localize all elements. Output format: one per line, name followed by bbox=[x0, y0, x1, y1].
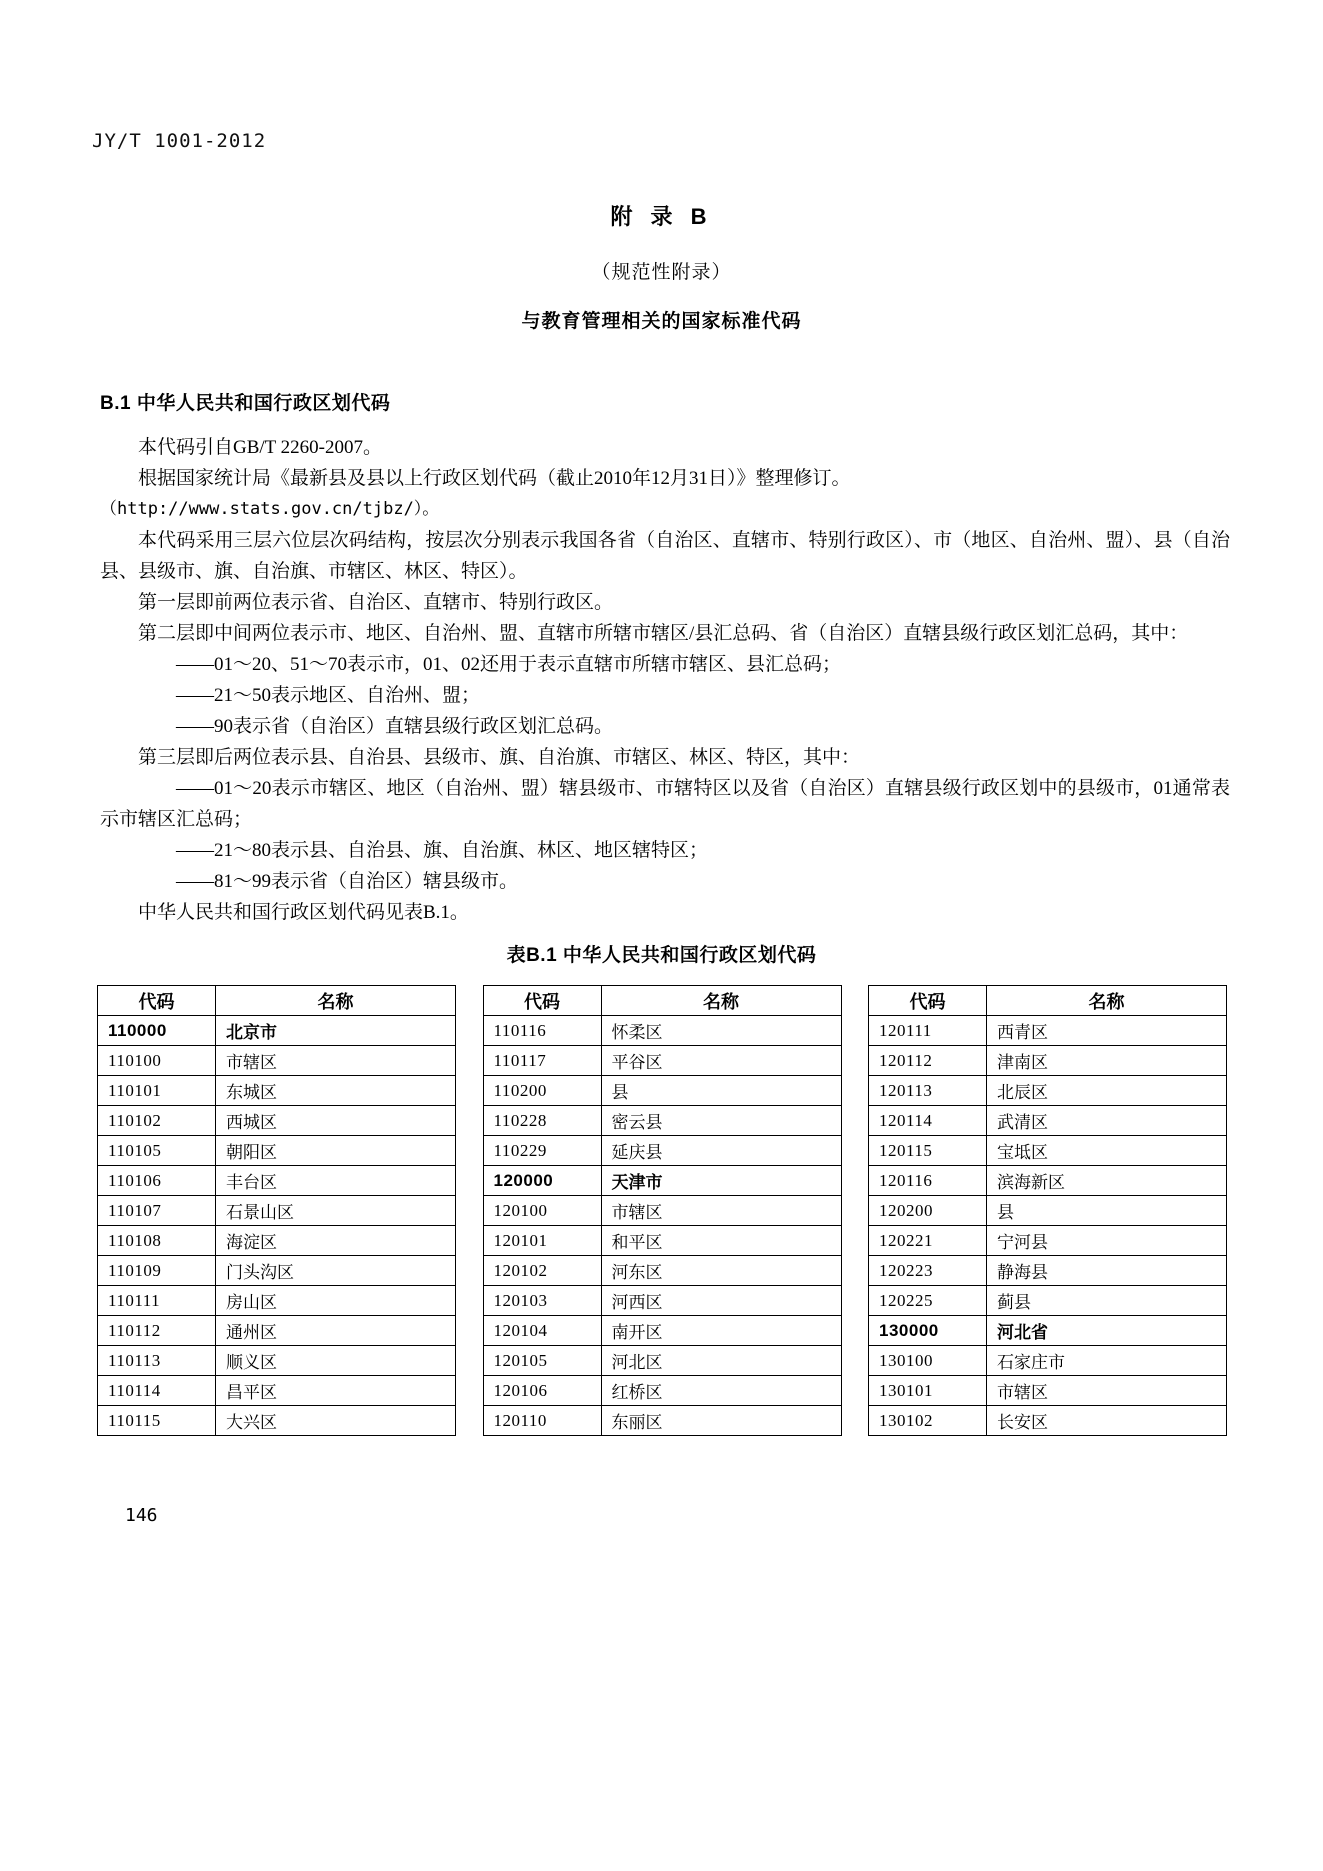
cell-code: 110105 bbox=[98, 1136, 216, 1166]
cell-code: 110106 bbox=[98, 1166, 216, 1196]
code-table-column-2 bbox=[483, 985, 842, 1436]
section-heading: B.1 中华人民共和国行政区划代码 bbox=[100, 393, 391, 414]
table-row bbox=[869, 1166, 1227, 1196]
paragraph: 第一层即前两位表示省、自治区、直辖市、特别行政区。 bbox=[138, 592, 614, 613]
cell-name: 顺义区 bbox=[216, 1346, 456, 1376]
cell-code: 120106 bbox=[483, 1376, 601, 1406]
column-header-name: 名称 bbox=[601, 986, 841, 1016]
table-row bbox=[483, 1076, 841, 1106]
code-table-column-1 bbox=[97, 985, 456, 1436]
table-row bbox=[98, 1136, 456, 1166]
table-row bbox=[869, 1376, 1227, 1406]
table-row bbox=[869, 1256, 1227, 1286]
table-row bbox=[869, 1406, 1227, 1436]
cell-name: 北辰区 bbox=[987, 1076, 1227, 1106]
table-header-row bbox=[98, 986, 456, 1016]
cell-name: 滨海新区 bbox=[987, 1166, 1227, 1196]
table-row bbox=[483, 1136, 841, 1166]
table-row bbox=[869, 1136, 1227, 1166]
cell-code: 120200 bbox=[869, 1196, 987, 1226]
cell-code: 120110 bbox=[483, 1406, 601, 1436]
paragraph-dash-item: ——01～20、51～70表示市，01、02还用于表示直辖市所辖市辖区、县汇总码； bbox=[176, 654, 842, 675]
table-row bbox=[869, 1316, 1227, 1346]
cell-name: 津南区 bbox=[987, 1046, 1227, 1076]
column-header-name: 名称 bbox=[987, 986, 1227, 1016]
table-row bbox=[483, 1016, 841, 1046]
table-row bbox=[98, 1316, 456, 1346]
table-row bbox=[869, 1106, 1227, 1136]
table-row bbox=[98, 1046, 456, 1076]
cell-name: 东城区 bbox=[216, 1076, 456, 1106]
cell-code: 110113 bbox=[98, 1346, 216, 1376]
section-body bbox=[100, 432, 1230, 928]
code-table-column-3 bbox=[868, 985, 1227, 1436]
page-number: 146 bbox=[125, 1505, 158, 1526]
cell-name: 市辖区 bbox=[987, 1376, 1227, 1406]
cell-code: 130100 bbox=[869, 1346, 987, 1376]
table-row bbox=[869, 1016, 1227, 1046]
table-row bbox=[483, 1196, 841, 1226]
cell-code: 120104 bbox=[483, 1316, 601, 1346]
table-row bbox=[869, 1226, 1227, 1256]
cell-name: 县 bbox=[601, 1076, 841, 1106]
table-body-2 bbox=[483, 1016, 841, 1436]
cell-name: 朝阳区 bbox=[216, 1136, 456, 1166]
cell-code: 120116 bbox=[869, 1166, 987, 1196]
table-body-1 bbox=[98, 1016, 456, 1436]
cell-name: 西青区 bbox=[987, 1016, 1227, 1046]
cell-name: 平谷区 bbox=[601, 1046, 841, 1076]
cell-name: 河北区 bbox=[601, 1346, 841, 1376]
table-row bbox=[483, 1376, 841, 1406]
paragraph-dash-item: ——21～50表示地区、自治州、盟； bbox=[176, 685, 481, 706]
column-header-code: 代码 bbox=[869, 986, 987, 1016]
table-row bbox=[483, 1406, 841, 1436]
cell-name: 怀柔区 bbox=[601, 1016, 841, 1046]
column-header-code: 代码 bbox=[483, 986, 601, 1016]
table-row bbox=[869, 1046, 1227, 1076]
table-row bbox=[98, 1106, 456, 1136]
table-row bbox=[483, 1226, 841, 1256]
cell-code: 110100 bbox=[98, 1046, 216, 1076]
cell-code: 110101 bbox=[98, 1076, 216, 1106]
table-header-row bbox=[869, 986, 1227, 1016]
cell-code: 120221 bbox=[869, 1226, 987, 1256]
cell-code: 120113 bbox=[869, 1076, 987, 1106]
paragraph-dash-item: ——01～20表示市辖区、地区（自治州、盟）辖县级市、市辖特区以及省（自治区）直辖县级行政区划中的县级市，01通常表示市辖区汇总码； bbox=[100, 778, 1230, 830]
appendix-header bbox=[0, 200, 1323, 333]
cell-name: 石家庄市 bbox=[987, 1346, 1227, 1376]
table-row bbox=[98, 1226, 456, 1256]
cell-name: 长安区 bbox=[987, 1406, 1227, 1436]
cell-name: 北京市 bbox=[216, 1016, 456, 1046]
table-body-3 bbox=[869, 1016, 1227, 1436]
table-row bbox=[869, 1196, 1227, 1226]
cell-code: 120000 bbox=[483, 1166, 601, 1196]
cell-code: 130101 bbox=[869, 1376, 987, 1406]
table-row bbox=[98, 1286, 456, 1316]
cell-code: 120112 bbox=[869, 1046, 987, 1076]
cell-name: 大兴区 bbox=[216, 1406, 456, 1436]
cell-code: 130102 bbox=[869, 1406, 987, 1436]
paragraph-dash-item: ——90表示省（自治区）直辖县级行政区划汇总码。 bbox=[176, 716, 614, 737]
cell-name: 市辖区 bbox=[216, 1046, 456, 1076]
paragraph: 本代码引自GB/T 2260-2007。 bbox=[138, 437, 383, 458]
cell-code: 110117 bbox=[483, 1046, 601, 1076]
running-header-standard-code: JY/T 1001-2012 bbox=[92, 130, 267, 152]
cell-code: 120100 bbox=[483, 1196, 601, 1226]
cell-code: 130000 bbox=[869, 1316, 987, 1346]
table-caption: 表B.1 中华人民共和国行政区划代码 bbox=[506, 945, 817, 966]
table-row bbox=[98, 1256, 456, 1286]
cell-name: 武清区 bbox=[987, 1106, 1227, 1136]
cell-code: 120223 bbox=[869, 1256, 987, 1286]
column-header-code: 代码 bbox=[98, 986, 216, 1016]
table-row bbox=[483, 1286, 841, 1316]
cell-code: 110111 bbox=[98, 1286, 216, 1316]
table-row bbox=[483, 1106, 841, 1136]
table-row bbox=[98, 1196, 456, 1226]
cell-name: 宝坻区 bbox=[987, 1136, 1227, 1166]
table-row bbox=[483, 1346, 841, 1376]
table-row bbox=[483, 1256, 841, 1286]
cell-code: 110112 bbox=[98, 1316, 216, 1346]
cell-name: 石景山区 bbox=[216, 1196, 456, 1226]
cell-code: 120114 bbox=[869, 1106, 987, 1136]
cell-name: 红桥区 bbox=[601, 1376, 841, 1406]
cell-name: 西城区 bbox=[216, 1106, 456, 1136]
cell-name: 昌平区 bbox=[216, 1376, 456, 1406]
table-row bbox=[98, 1406, 456, 1436]
cell-code: 110109 bbox=[98, 1256, 216, 1286]
paragraph: 第二层即中间两位表示市、地区、自治州、盟、直辖市所辖市辖区/县汇总码、省（自治区）直辖县级行政区划汇总码，其中： bbox=[138, 623, 1189, 644]
table-header-row bbox=[483, 986, 841, 1016]
cell-name: 延庆县 bbox=[601, 1136, 841, 1166]
table-row bbox=[98, 1166, 456, 1196]
cell-name: 门头沟区 bbox=[216, 1256, 456, 1286]
cell-name: 蓟县 bbox=[987, 1286, 1227, 1316]
cell-code: 120103 bbox=[483, 1286, 601, 1316]
cell-code: 110000 bbox=[98, 1016, 216, 1046]
cell-code: 110114 bbox=[98, 1376, 216, 1406]
paragraph-dash-item: ——21～80表示县、自治县、旗、自治旗、林区、地区辖特区； bbox=[176, 840, 709, 861]
table-row bbox=[483, 1166, 841, 1196]
table-row bbox=[483, 1316, 841, 1346]
appendix-title: 附 录 B bbox=[610, 204, 713, 229]
cell-code: 120111 bbox=[869, 1016, 987, 1046]
cell-name: 海淀区 bbox=[216, 1226, 456, 1256]
cell-code: 110229 bbox=[483, 1136, 601, 1166]
cell-code: 120115 bbox=[869, 1136, 987, 1166]
cell-name: 南开区 bbox=[601, 1316, 841, 1346]
cell-name: 房山区 bbox=[216, 1286, 456, 1316]
cell-name: 丰台区 bbox=[216, 1166, 456, 1196]
cell-name: 河西区 bbox=[601, 1286, 841, 1316]
cell-code: 120105 bbox=[483, 1346, 601, 1376]
table-row bbox=[869, 1076, 1227, 1106]
paragraph: 根据国家统计局《最新县及县以上行政区划代码（截止2010年12月31日）》整理修订。 bbox=[138, 468, 851, 489]
paragraph-url: （http://www.stats.gov.cn/tjbz/）。 bbox=[100, 499, 440, 519]
cell-name: 河北省 bbox=[987, 1316, 1227, 1346]
cell-code: 110228 bbox=[483, 1106, 601, 1136]
cell-name: 静海县 bbox=[987, 1256, 1227, 1286]
cell-code: 120102 bbox=[483, 1256, 601, 1286]
cell-code: 120225 bbox=[869, 1286, 987, 1316]
cell-code: 110107 bbox=[98, 1196, 216, 1226]
cell-name: 河东区 bbox=[601, 1256, 841, 1286]
paragraph: 中华人民共和国行政区划代码见表B.1。 bbox=[138, 902, 469, 923]
appendix-subtitle: （规范性附录） bbox=[591, 262, 732, 283]
table-row bbox=[98, 1016, 456, 1046]
cell-code: 120101 bbox=[483, 1226, 601, 1256]
cell-name: 县 bbox=[987, 1196, 1227, 1226]
cell-code: 110200 bbox=[483, 1076, 601, 1106]
cell-code: 110115 bbox=[98, 1406, 216, 1436]
table-row bbox=[483, 1046, 841, 1076]
table-row bbox=[869, 1346, 1227, 1376]
cell-name: 和平区 bbox=[601, 1226, 841, 1256]
cell-name: 天津市 bbox=[601, 1166, 841, 1196]
cell-name: 宁河县 bbox=[987, 1226, 1227, 1256]
code-tables-container bbox=[97, 985, 1227, 1436]
cell-name: 市辖区 bbox=[601, 1196, 841, 1226]
paragraph: 本代码采用三层六位层次码结构，按层次分别表示我国各省（自治区、直辖市、特别行政区）、市（地区、自治州、盟）、县（自治县、县级市、旗、自治旗、市辖区、林区、特区）。 bbox=[100, 530, 1230, 582]
cell-code: 110116 bbox=[483, 1016, 601, 1046]
table-row bbox=[98, 1346, 456, 1376]
paragraph: 第三层即后两位表示县、自治县、县级市、旗、自治旗、市辖区、林区、特区，其中： bbox=[138, 747, 861, 768]
cell-name: 密云县 bbox=[601, 1106, 841, 1136]
cell-name: 东丽区 bbox=[601, 1406, 841, 1436]
paragraph-dash-item: ——81～99表示省（自治区）辖县级市。 bbox=[176, 871, 519, 892]
cell-code: 110108 bbox=[98, 1226, 216, 1256]
appendix-name: 与教育管理相关的国家标准代码 bbox=[521, 311, 802, 332]
column-header-name: 名称 bbox=[216, 986, 456, 1016]
table-row bbox=[869, 1286, 1227, 1316]
table-row bbox=[98, 1376, 456, 1406]
cell-name: 通州区 bbox=[216, 1316, 456, 1346]
cell-code: 110102 bbox=[98, 1106, 216, 1136]
table-row bbox=[98, 1076, 456, 1106]
